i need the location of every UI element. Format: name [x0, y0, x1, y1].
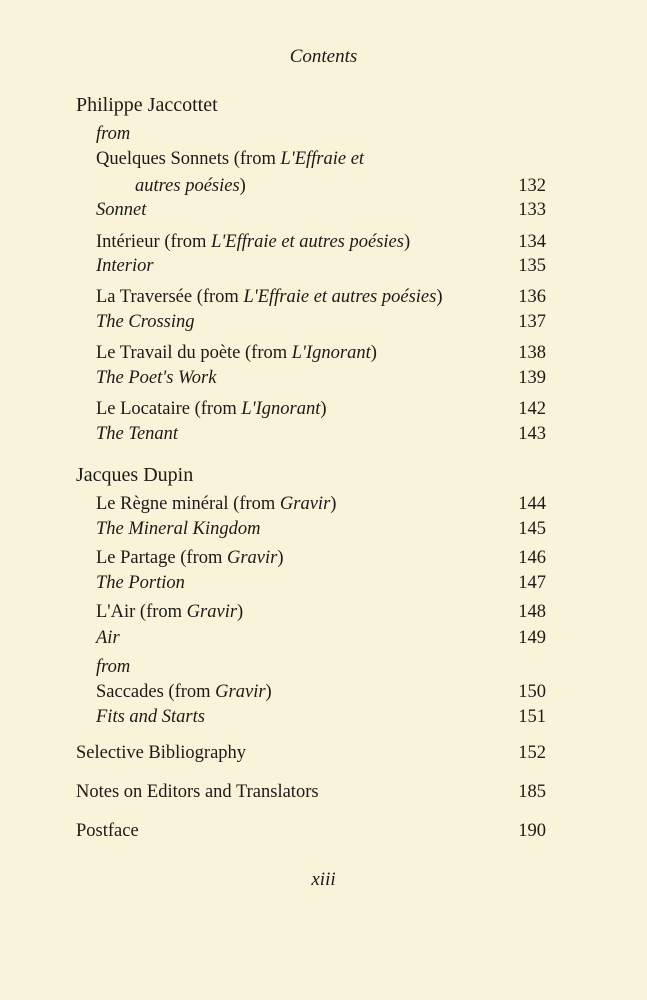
- entry-title: Notes on Editors and Translators: [76, 782, 319, 802]
- entry-title: Le Travail du poète: [96, 343, 241, 363]
- toc-entry: [0, 421, 647, 447]
- toc-entry: [0, 818, 647, 844]
- entry-title: The Poet's Work: [96, 368, 217, 388]
- page-number: 147: [518, 573, 546, 593]
- toc-entry: Saccades (from Gravir) 150: [0, 679, 647, 705]
- page-number: 134: [518, 232, 546, 252]
- page-number: 136: [518, 287, 546, 307]
- entry-title: The Mineral Kingdom: [96, 519, 261, 539]
- entry-title: Le Règne minéral: [96, 494, 229, 514]
- entry-title: The Tenant: [96, 424, 179, 444]
- page-number: 144: [518, 494, 546, 514]
- entry-title: Intérieur: [96, 232, 160, 252]
- toc-entry: [0, 197, 647, 223]
- toc-entry: L'Air (from Gravir) 148: [0, 599, 647, 625]
- page-number: 137: [518, 312, 546, 332]
- entry-title: Sonnet: [96, 200, 147, 220]
- entry-title: La Traversée: [96, 287, 193, 307]
- entry-title: Le Partage: [96, 548, 176, 568]
- toc-entry: [0, 365, 647, 391]
- entry-source: L'Ignorant: [291, 343, 371, 363]
- author-heading: Jacques Dupin: [76, 464, 194, 486]
- entry-source: Gravir: [279, 494, 331, 514]
- author-heading: Philippe Jaccottet: [76, 94, 218, 116]
- toc-entry: [0, 309, 647, 335]
- page-number: 145: [518, 519, 546, 539]
- entry-source: Gravir: [227, 548, 278, 568]
- entry-source: L'Effraie et autres poésies: [211, 232, 404, 252]
- toc-entry: Le Partage (from Gravir) 146: [0, 545, 647, 571]
- page-number: 151: [518, 707, 546, 727]
- toc-entry-continued: autres poésies) 132: [0, 173, 647, 199]
- page-number: 135: [518, 256, 546, 276]
- page-number: 148: [518, 602, 546, 622]
- entry-source: Gravir: [215, 682, 266, 702]
- section-label: from: [96, 124, 131, 144]
- page-number: 132: [518, 176, 546, 196]
- entry-title: Saccades: [96, 682, 164, 702]
- page-title: Contents: [289, 46, 358, 67]
- entry-title: Le Locataire: [96, 399, 190, 419]
- page-number: 139: [518, 368, 546, 388]
- page-number: 190: [518, 821, 546, 841]
- toc-entry: Intérieur (from L'Effraie et autres poésies) 134: [0, 229, 647, 255]
- toc-entry: La Traversée (from L'Effraie et autres poésies) 136: [0, 284, 647, 310]
- toc-entry: [0, 779, 647, 805]
- toc-entry: [0, 253, 647, 279]
- entry-title: Postface: [76, 821, 139, 841]
- section-label: from: [96, 657, 131, 677]
- entry-title: Interior: [96, 256, 154, 276]
- entry-title: The Portion: [96, 573, 185, 593]
- entry-title: Air: [96, 628, 120, 648]
- entry-source: autres poésies: [135, 176, 240, 196]
- entry-source: L'Ignorant: [241, 399, 321, 419]
- toc-entry: [0, 570, 647, 596]
- toc-entry: Quelques Sonnets (from L'Effraie et: [96, 149, 365, 169]
- page-number: 152: [518, 743, 546, 763]
- entry-title: Fits and Starts: [96, 707, 205, 727]
- entry-title: L'Air: [96, 602, 136, 622]
- entry-title: Quelques Sonnets: [96, 149, 230, 169]
- page-number: 138: [518, 343, 546, 363]
- toc-entry: [0, 625, 647, 651]
- page-number: 146: [518, 548, 546, 568]
- toc-entry: [0, 516, 647, 542]
- entry-source: Gravir: [186, 602, 238, 622]
- page-number: 142: [518, 399, 546, 419]
- entry-source: L'Effraie et autres poésies: [243, 287, 437, 307]
- entry-source: L'Effraie et: [280, 149, 365, 169]
- toc-entry: Le Travail du poète (from L'Ignorant) 138: [0, 340, 647, 366]
- page-number: 185: [518, 782, 546, 802]
- entry-title: The Crossing: [96, 312, 195, 332]
- page-number: 149: [518, 628, 546, 648]
- toc-entry: Le Règne minéral (from Gravir) 144: [0, 491, 647, 517]
- page-number: 150: [518, 682, 546, 702]
- toc-entry: [0, 704, 647, 730]
- entry-title: Selective Bibliography: [76, 743, 247, 763]
- folio-page-number: xiii: [311, 869, 336, 890]
- page-number: 143: [518, 424, 546, 444]
- toc-entry: Le Locataire (from L'Ignorant) 142: [0, 396, 647, 422]
- page-number: 133: [518, 200, 546, 220]
- toc-entry: [0, 740, 647, 766]
